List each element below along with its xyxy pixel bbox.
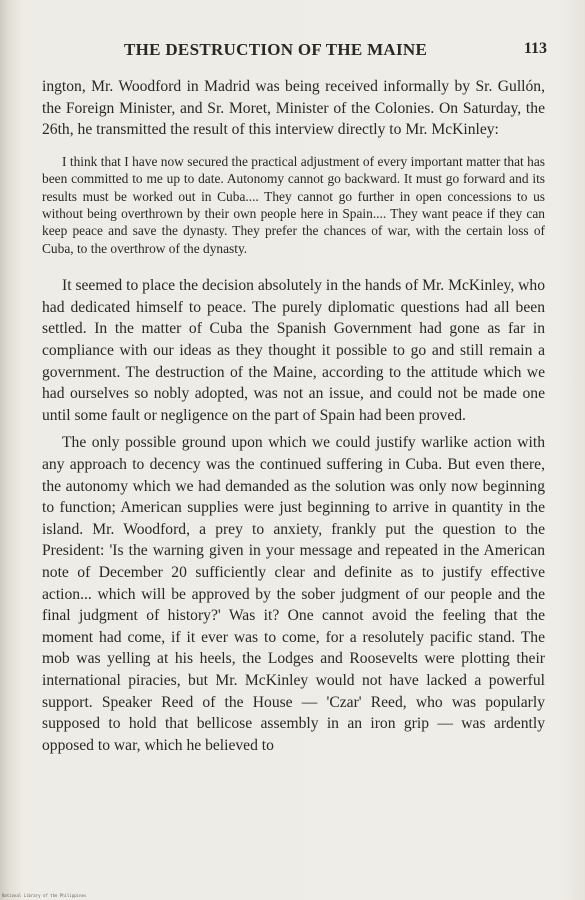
paragraph-2: It seemed to place the decision absolutely in the hands of Mr. McKinley, who had dedicated himself to peace. The purely diplomatic questions had all been settled. In the matter of Cuba the Spanish Government had gone as far in compliance with our ideas as they thought it possible to go and still remain a government. The destruction of the Maine, according to the attitude which we had ourselves so nobly adopted, was not an issue, and could not be made one until some fault or negligence on the part of Spain had been proved.	[42, 277, 545, 424]
running-head: THE DESTRUCTION OF THE MAINE	[124, 40, 428, 59]
block-quote: I think that I have now secured the practical adjustment of every important matter that has been committed to me up to date. Autonomy cannot go backward. It must go forward and its results must be worked out in Cuba.... They cannot go further in open concessions to us without being overthrown by their own people here in Spain.... They want peace if they can keep peace and save the dynasty. They prefer the chances of war, with the certain loss of Cuba, to the overthrow of the dynasty.	[42, 153, 545, 256]
scan-footer-stamp: National Library of the Philippines	[2, 893, 87, 898]
page-header	[36, 40, 547, 62]
paragraph-1: ington, Mr. Woodford in Madrid was being received informally by Sr. Gullón, the Foreign Minister, and Sr. Moret, Minister of the Colonies. On Saturday, the 26th, he transmitted the result of this interview directly to Mr. McKinley:	[42, 78, 545, 139]
page-body	[42, 76, 545, 756]
page-number: 113	[523, 40, 547, 57]
paragraph-3: The only possible ground upon which we could justify warlike action with any approach to decency was the continued suffering in Cuba. But even there, the autonomy which we had demanded as the solution was only now beginning to function; American supplies were just beginning to arrive in quantity in the island. Mr. Woodford, a prey to anxiety, frankly put the question to the President: 'Is the warning given in your message and repeated in the American note of December 20 sufficiently clear and definite as to justify effective action... which will be approved by the sober judgment of our people and the final judgment of history?' Was it? One cannot avoid the feeling that the moment had come, if it ever was to come, for a resolutely pacific stand. The mob was yelling at his heels, the Lodges and Roosevelts were plotting their international piracies, but Mr. McKinley would not have lacked a powerful support. Speaker Reed of the House — 'Czar' Reed, who was popularly supposed to hold that bellicose assembly in an iron grip — was ardently opposed to war, which he believed to	[42, 434, 545, 754]
